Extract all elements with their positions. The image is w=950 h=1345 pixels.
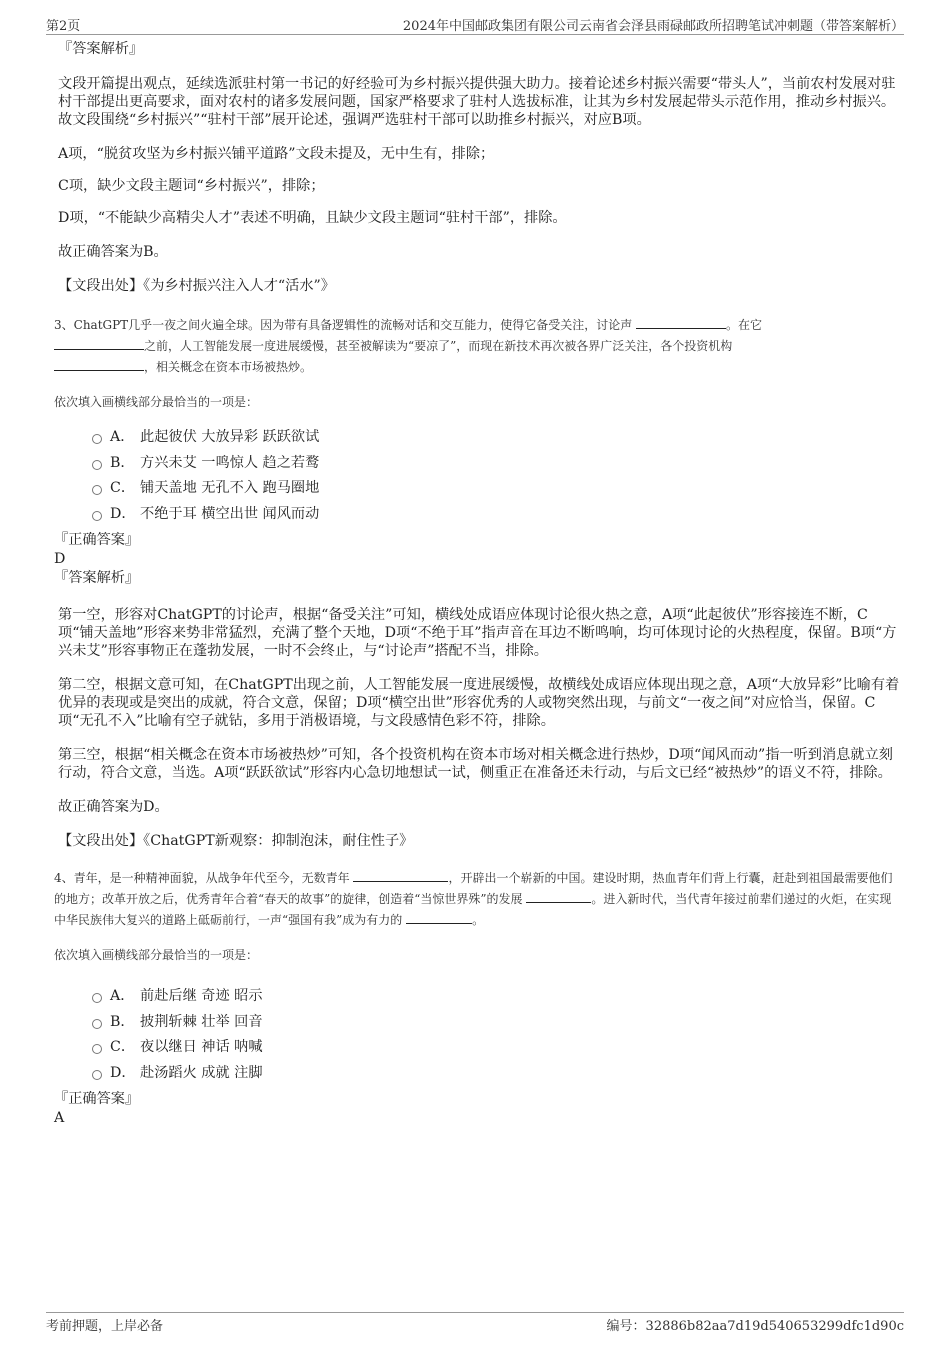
radio-icon[interactable] xyxy=(92,1044,102,1054)
source-citation: 【文段出处】《为乡村振兴注入人才“活水”》 xyxy=(58,278,335,294)
analysis-option-c: C项，缺少文段主题词“乡村振兴”，排除； xyxy=(58,178,325,194)
question-prompt: 依次填入画横线部分最恰当的一项是： xyxy=(54,395,259,409)
option-a[interactable]: A． 此起彼伏 大放异彩 跃跃欲试 xyxy=(92,425,900,451)
answer-blank xyxy=(54,337,144,350)
radio-icon[interactable] xyxy=(92,1019,102,1029)
correct-answer-label: 『正确答案』 xyxy=(54,1091,140,1107)
question-3 xyxy=(54,315,900,850)
page-content xyxy=(54,40,900,1128)
option-c[interactable]: C． 夜以继日 神话 呐喊 xyxy=(92,1035,900,1061)
answer-blank xyxy=(526,890,591,903)
answer-blank xyxy=(353,869,448,882)
radio-icon[interactable] xyxy=(92,460,102,470)
document-id: 编号：32886b82aa7d19d540653299dfc1d90c xyxy=(606,1319,904,1334)
answer-blank xyxy=(406,911,472,924)
radio-icon[interactable] xyxy=(92,993,102,1003)
radio-icon[interactable] xyxy=(92,434,102,444)
page-header xyxy=(46,14,904,35)
analysis-paragraph: 文段开篇提出观点，延续选派驻村第一书记的好经验可为乡村振兴提供强大助力。接着论述乡村振兴需要“带头人”，当前农村发展对驻村干部提出更高要求，面对农村的诸多发展问题，国家严格要求了驻村人选拔标准，让其为乡村发展起带头示范作用，推动乡村振兴。故文段围绕“乡村振兴”“驻村干部”展开论述，强调严选驻村干部可以助推乡村振兴，对应B项。 xyxy=(58,76,896,128)
radio-icon[interactable] xyxy=(92,511,102,521)
question-prompt: 依次填入画横线部分最恰当的一项是： xyxy=(54,948,259,962)
conclusion: 故正确答案为D。 xyxy=(58,799,169,815)
source-citation: 【文段出处】《ChatGPT新观察：抑制泡沫，耐住性子》 xyxy=(58,833,414,849)
question-stem: 3、ChatGPT几乎一夜之间火遍全球。因为带有具备逻辑性的流畅对话和交互能力，使得它备受关注，讨论声 。在它 之前，人工智能发展一度进展缓慢，甚至被解读为“要凉了”，而现在新技术再次被各界广泛关注，各个投资机构 ，相关概念在资本市场被热炒。 xyxy=(54,318,763,374)
analysis-blank-3: 第三空，根据“相关概念在资本市场被热炒”可知，各个投资机构在资本市场对相关概念进行热炒，D项“闻风而动”指一听到消息就立刻行动，符合文意，当选。A项“跃跃欲试”形容内心急切地想试一试，侧重正在准备还未行动，与后文已经“被热炒”的语义不符，排除。 xyxy=(58,747,893,781)
question-2-analysis xyxy=(58,40,900,295)
analysis-option-a: A项，“脱贫攻坚为乡村振兴铺平道路”文段未提及，无中生有，排除； xyxy=(58,146,495,162)
conclusion: 故正确答案为B。 xyxy=(58,244,168,260)
document-title: 2024年中国邮政集团有限公司云南省会泽县雨碌邮政所招聘笔试冲刺题（带答案解析） xyxy=(402,19,904,34)
option-b[interactable]: B． 方兴未艾 一鸣惊人 趋之若鹜 xyxy=(92,451,900,477)
option-c[interactable]: C． 铺天盖地 无孔不入 跑马圈地 xyxy=(92,476,900,502)
correct-answer: D xyxy=(54,551,66,567)
radio-icon[interactable] xyxy=(92,485,102,495)
page-number: 第2页 xyxy=(46,19,81,34)
option-b[interactable]: B． 披荆斩棘 壮举 回音 xyxy=(92,1010,900,1036)
option-d[interactable]: D． 不绝于耳 横空出世 闻风而动 xyxy=(92,502,900,528)
analysis-option-d: D项，“不能缺少高精尖人才”表述不明确，且缺少文段主题词“驻村干部”，排除。 xyxy=(58,210,567,226)
correct-answer: A xyxy=(54,1110,65,1126)
correct-answer-label: 『正确答案』 xyxy=(54,532,140,548)
question-stem: 4、青年，是一种精神面貌，从战争年代至今，无数青年 ，开辟出一个崭新的中国。建设时期，热血青年们背上行囊，赶赴到祖国最需要他们的地方；改革开放之后，优秀青年合着“春天的故事”的旋律，创造着“当惊世界殊”的发展 。进入新时代，当代青年接过前辈们递过的火炬，在实现中华民族伟大复兴的道路上砥砺前行，一声“强国有我”成为有力的 。 xyxy=(54,871,893,927)
question-4 xyxy=(54,868,900,1128)
page-footer xyxy=(46,1312,904,1337)
option-a[interactable]: A． 前赴后继 奇迹 昭示 xyxy=(92,984,900,1010)
options-list xyxy=(92,425,900,527)
answer-blank xyxy=(636,316,726,329)
option-d[interactable]: D． 赴汤蹈火 成就 注脚 xyxy=(92,1061,900,1087)
radio-icon[interactable] xyxy=(92,1070,102,1080)
answer-blank xyxy=(54,358,144,371)
analysis-blank-2: 第二空，根据文意可知，在ChatGPT出现之前，人工智能发展一度进展缓慢，故横线处成语应体现出现之意，A项“大放异彩”比喻有着优异的表现或是突出的成就，符合文意，保留；D项“横空出世”形容优秀的人或物突然出现，与前文“一夜之间”对应恰当，保留。C项“无孔不入”比喻有空子就钻，多用于消极语境，与文段感情色彩不符，排除。 xyxy=(58,677,900,729)
options-list xyxy=(92,984,900,1086)
analysis-blank-1: 第一空，形容对ChatGPT的讨论声，根据“备受关注”可知，横线处成语应体现讨论很火热之意，A项“此起彼伏”形容接连不断，C项“铺天盖地”形容来势非常猛烈，充满了整个天地，D项“不绝于耳”指声音在耳边不断鸣响，均可体现讨论的火热程度，保留。B项“方兴未艾”形容事物正在蓬勃发展，一时不会终止，与“讨论声”搭配不当，排除。 xyxy=(58,607,897,659)
analysis-label: 『答案解析』 xyxy=(58,41,144,57)
footer-slogan: 考前押题，上岸必备 xyxy=(46,1319,164,1334)
analysis-label: 『答案解析』 xyxy=(54,570,140,586)
